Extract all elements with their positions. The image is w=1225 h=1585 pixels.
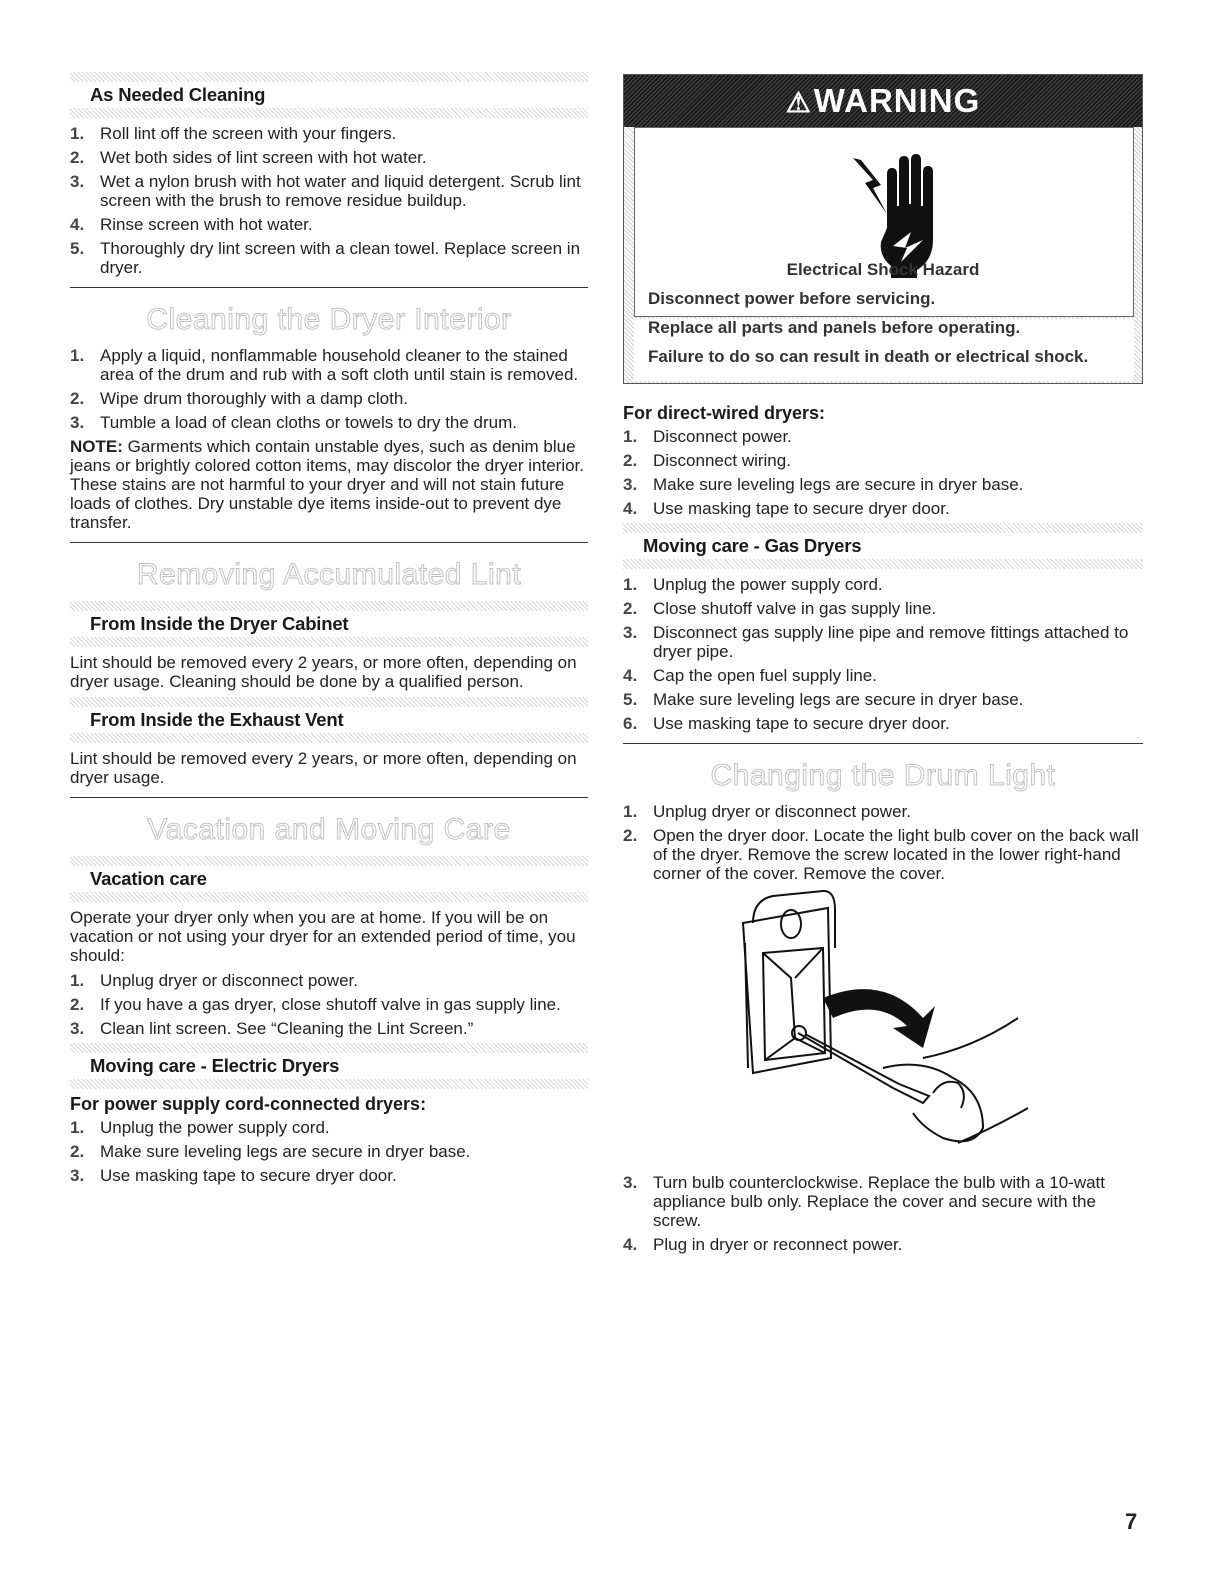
left-column	[70, 72, 588, 1190]
step-text: Use masking tape to secure dryer door.	[653, 499, 950, 518]
list-item	[623, 690, 1143, 709]
divider	[623, 743, 1143, 744]
heading-text: As Needed Cleaning	[90, 84, 266, 105]
list-item	[623, 1235, 1143, 1254]
interior-steps	[70, 346, 588, 432]
step-number: 3.	[70, 1166, 85, 1185]
step-number: 4.	[623, 499, 638, 518]
warning-box	[623, 74, 1143, 384]
cord-connected-heading: For power supply cord-connected dryers:	[70, 1094, 427, 1114]
section-title-interior: Cleaning the Dryer Interior	[146, 303, 512, 336]
moving-electric-steps	[70, 1118, 588, 1185]
vacation-care-heading	[70, 856, 588, 902]
warning-triangle-icon: ⚠	[785, 87, 812, 118]
list-item	[623, 575, 1143, 594]
section-title-lint: Removing Accumulated Lint	[136, 558, 522, 591]
step-text: Thoroughly dry lint screen with a clean towel. Replace screen in dryer.	[100, 239, 581, 277]
right-column	[623, 402, 1143, 1259]
list-item	[70, 215, 588, 234]
step-text: Make sure leveling legs are secure in dryer base.	[100, 1142, 471, 1161]
list-item	[70, 148, 588, 167]
heading-text: Vacation care	[90, 868, 207, 889]
step-text: Close shutoff valve in gas supply line.	[653, 599, 937, 618]
list-item	[70, 1166, 588, 1185]
section-title-drum-light: Changing the Drum Light	[710, 759, 1056, 792]
step-number: 1.	[623, 802, 638, 821]
step-number: 2.	[70, 148, 85, 167]
step-text: Wet a nylon brush with hot water and liquid detergent. Scrub lint screen with the brush to remove residue buildup.	[100, 172, 581, 210]
list-item	[623, 451, 1143, 470]
step-number: 1.	[70, 124, 85, 143]
drum-light-steps-a	[623, 802, 1143, 883]
note-label: NOTE:	[70, 437, 123, 456]
moving-gas-steps	[623, 575, 1143, 733]
vacation-intro: Operate your dryer only when you are at home. If you will be on vacation or not using your dryer for an extended period of time, you should:	[70, 908, 576, 965]
step-number: 1.	[70, 1118, 85, 1137]
step-number: 5.	[623, 690, 638, 709]
list-item	[70, 124, 588, 143]
step-text: Plug in dryer or reconnect power.	[653, 1235, 903, 1254]
warning-hazard: Electrical Shock Hazard	[786, 260, 980, 279]
step-text: Wipe drum thoroughly with a damp cloth.	[100, 389, 409, 408]
list-item	[623, 599, 1143, 618]
vent-heading	[70, 697, 588, 743]
bulb-cover-drawing	[623, 888, 1143, 1173]
page-number: 7	[1125, 1509, 1138, 1534]
step-number: 2.	[70, 389, 85, 408]
step-text: Disconnect power.	[653, 427, 792, 446]
list-item	[623, 475, 1143, 494]
list-item	[70, 1019, 588, 1038]
vent-text: Lint should be removed every 2 years, or more often, depending on dryer usage.	[70, 749, 577, 787]
step-number: 3.	[623, 1173, 638, 1192]
vacation-steps	[70, 971, 588, 1038]
step-number: 3.	[70, 1019, 85, 1038]
step-number: 1.	[623, 575, 638, 594]
step-text: Wet both sides of lint screen with hot water.	[100, 148, 427, 167]
step-text: Clean lint screen. See “Cleaning the Lint Screen.”	[100, 1019, 474, 1038]
step-number: 3.	[623, 623, 638, 642]
step-text: Use masking tape to secure dryer door.	[100, 1166, 397, 1185]
step-number: 5.	[70, 239, 85, 258]
interior-note	[70, 437, 588, 532]
step-number: 3.	[70, 413, 85, 432]
step-number: 1.	[70, 346, 85, 365]
step-text: Use masking tape to secure dryer door.	[653, 714, 950, 733]
warning-line: Failure to do so can result in death or electrical shock.	[648, 347, 1089, 366]
list-item	[623, 802, 1143, 821]
warning-text	[648, 255, 1118, 371]
step-number: 3.	[70, 172, 85, 191]
list-item	[623, 714, 1143, 733]
list-item	[70, 172, 588, 210]
step-number: 3.	[623, 475, 638, 494]
heading-text: Moving care - Gas Dryers	[643, 535, 862, 556]
list-item	[70, 995, 588, 1014]
step-text: Open the dryer door. Locate the light bulb cover on the back wall of the dryer. Remove the screw located in the lower right-hand corner of the cover. Remove the cover.	[653, 826, 1139, 883]
list-item	[623, 499, 1143, 518]
step-text: If you have a gas dryer, close shutoff valve in gas supply line.	[100, 995, 561, 1014]
list-item	[623, 623, 1143, 661]
step-text: Tumble a load of clean cloths or towels to dry the drum.	[100, 413, 518, 432]
step-text: Roll lint off the screen with your fingers.	[100, 124, 397, 143]
step-text: Unplug dryer or disconnect power.	[653, 802, 911, 821]
warning-title	[624, 81, 1142, 123]
warning-title-text: WARNING	[813, 82, 981, 119]
list-item	[623, 826, 1143, 883]
step-number: 2.	[623, 826, 638, 845]
heading-text: Moving care - Electric Dryers	[90, 1055, 340, 1076]
step-number: 1.	[70, 971, 85, 990]
cabinet-text: Lint should be removed every 2 years, or more often, depending on dryer usage. Cleaning should be done by a qualified person.	[70, 653, 577, 691]
note-text: Garments which contain unstable dyes, such as denim blue jeans or brightly colored cotton items, may discolor the dryer interior. These stains are not harmful to your dryer and will not stain future loads of clothes. Dry unstable dye items inside-out to prevent dye transfer.	[70, 437, 585, 532]
list-item	[70, 346, 588, 384]
list-item	[70, 413, 588, 432]
step-number: 2.	[623, 599, 638, 618]
step-text: Turn bulb counterclockwise. Replace the bulb with a 10-watt appliance bulb only. Replace the cover and secure with the screw.	[653, 1173, 1105, 1230]
step-text: Make sure leveling legs are secure in dryer base.	[653, 690, 1024, 709]
list-item	[70, 239, 588, 277]
step-number: 6.	[623, 714, 638, 733]
heading-text: From Inside the Dryer Cabinet	[90, 613, 349, 634]
direct-wired-steps	[623, 427, 1143, 518]
list-item	[70, 1142, 588, 1161]
list-item	[623, 1173, 1143, 1230]
step-text: Unplug the power supply cord.	[653, 575, 883, 594]
step-text: Disconnect wiring.	[653, 451, 791, 470]
list-item	[623, 427, 1143, 446]
list-item	[70, 1118, 588, 1137]
step-number: 4.	[623, 1235, 638, 1254]
step-number: 2.	[70, 1142, 85, 1161]
moving-electric-heading	[70, 1043, 588, 1089]
step-text: Unplug the power supply cord.	[100, 1118, 330, 1137]
section-title-vacation: Vacation and Moving Care	[147, 813, 511, 846]
warning-line: Replace all parts and panels before operating.	[648, 318, 1021, 337]
divider	[70, 797, 588, 798]
heading-text: From Inside the Exhaust Vent	[90, 709, 344, 730]
warning-line: Disconnect power before servicing.	[648, 289, 936, 308]
cabinet-heading	[70, 601, 588, 647]
as-needed-cleaning-heading	[70, 72, 588, 118]
step-text: Cap the open fuel supply line.	[653, 666, 877, 685]
step-number: 2.	[623, 451, 638, 470]
divider	[70, 542, 588, 543]
step-text: Disconnect gas supply line pipe and remove fittings attached to dryer pipe.	[653, 623, 1129, 661]
bulb-cover-illustration	[623, 888, 1143, 1173]
step-text: Apply a liquid, nonflammable household cleaner to the stained area of the drum and rub with a soft cloth until stain is removed.	[100, 346, 579, 384]
step-number: 1.	[623, 427, 638, 446]
list-item	[70, 389, 588, 408]
step-number: 4.	[623, 666, 638, 685]
drum-light-steps-b	[623, 1173, 1143, 1254]
moving-gas-heading	[623, 523, 1143, 569]
direct-wired-heading: For direct-wired dryers:	[623, 403, 826, 423]
list-item	[623, 666, 1143, 685]
warning-header	[624, 75, 1142, 127]
as-needed-steps	[70, 124, 588, 277]
step-text: Unplug dryer or disconnect power.	[100, 971, 358, 990]
step-text: Make sure leveling legs are secure in dryer base.	[653, 475, 1024, 494]
step-number: 4.	[70, 215, 85, 234]
step-text: Rinse screen with hot water.	[100, 215, 313, 234]
list-item	[70, 971, 588, 990]
step-number: 2.	[70, 995, 85, 1014]
divider	[70, 287, 588, 288]
